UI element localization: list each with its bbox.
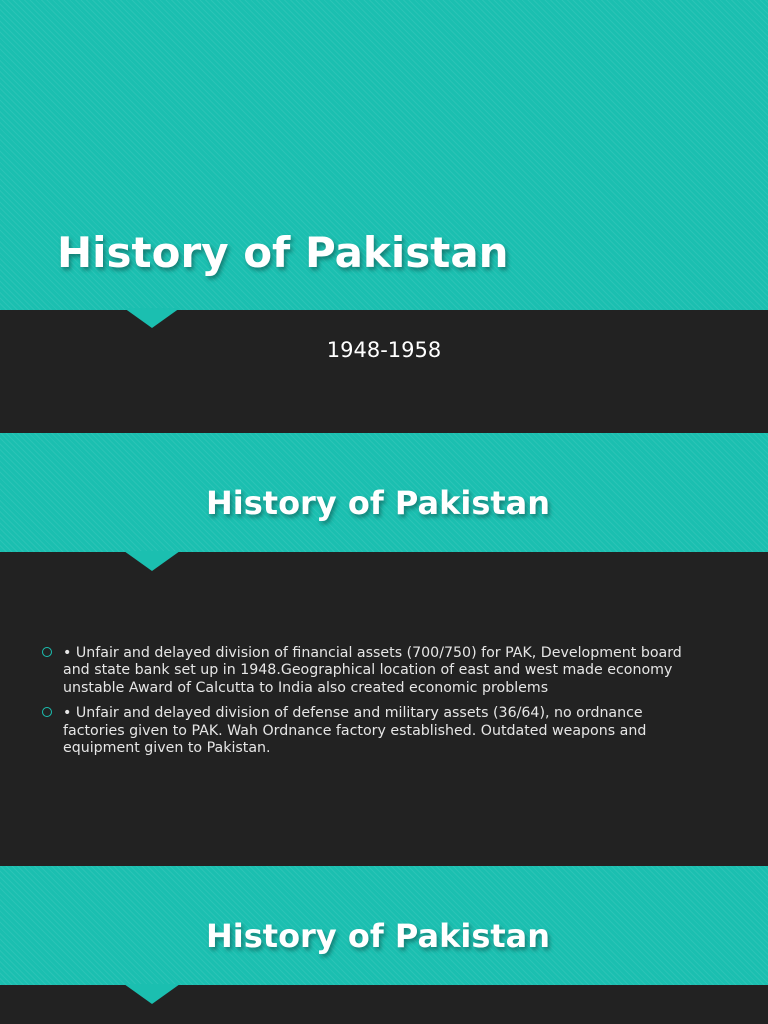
slide3-body — [0, 985, 768, 1024]
slide1-subtitle: 1948-1958 — [326, 338, 442, 362]
slide3-title: History of Pakistan — [205, 917, 551, 955]
slide1-body — [0, 310, 768, 433]
list-item — [40, 645, 700, 697]
slide2-title: History of Pakistan — [205, 484, 551, 522]
bullet-text: • Unfair and delayed division of defense and military assets (36/64), no ordnance factories given to PAK. Wah Ordnance factory established. Outdated weapons and equipment given to Pakistan. — [63, 705, 647, 757]
circle-bullet-icon — [42, 707, 52, 717]
list-item — [40, 705, 700, 757]
bullet-text: • Unfair and delayed division of financial assets (700/750) for PAK, Development board and state bank set up in 1948.Geographical location of east and west made economy unstable Award of Calcutta to India also created economic problems — [63, 645, 682, 696]
slide1-title: History of Pakistan — [57, 228, 509, 277]
circle-bullet-icon — [42, 647, 52, 657]
slide2-bullet-list — [40, 645, 700, 765]
